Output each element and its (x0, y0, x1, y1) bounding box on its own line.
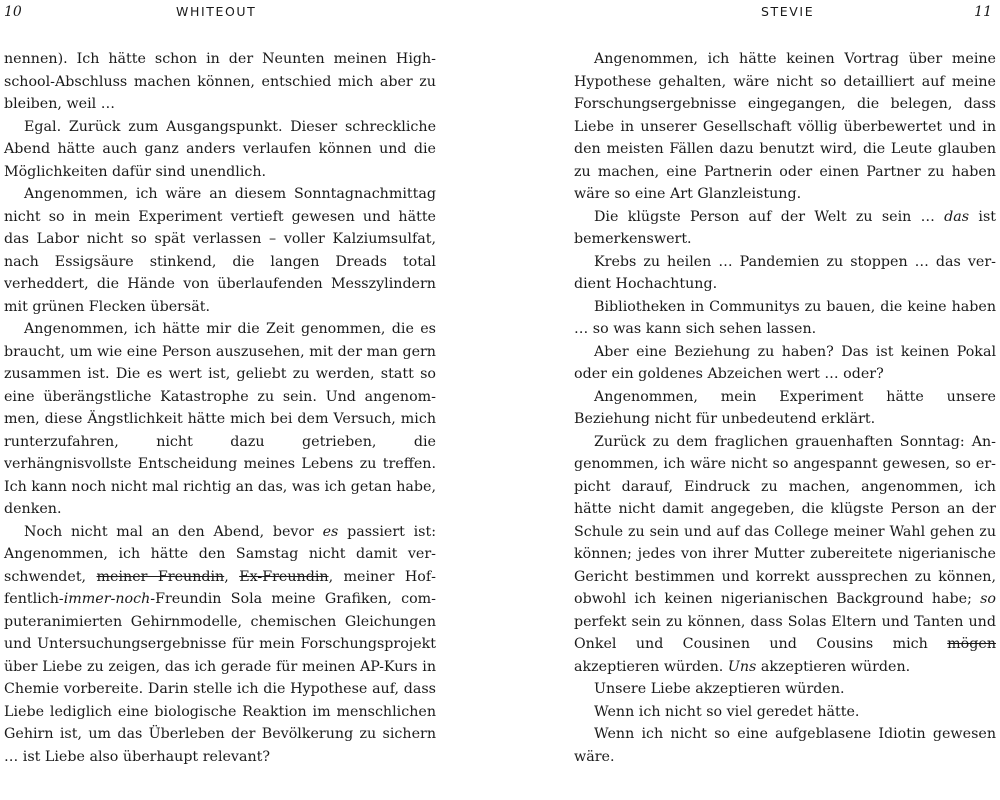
paragraph (574, 678, 996, 701)
struck-text: meiner Freundin (96, 568, 225, 585)
running-head-left: WHITEOUT (176, 4, 257, 19)
paragraph (574, 341, 996, 386)
left-header (0, 2, 436, 22)
text-run: ist bemerkenswert. (574, 208, 996, 247)
paragraph (574, 701, 996, 724)
text-run: Wenn ich nicht so eine aufgeblasene Idiotin gewesen wäre. (574, 726, 996, 765)
italic-text: das (944, 208, 970, 225)
text-run: akzeptieren würden. (574, 658, 728, 675)
italic-text: es (322, 523, 339, 540)
paragraph (574, 386, 996, 431)
text-run: Angenommen, ich hätte mir die Zeit genommen, die es braucht, um wie eine Person auszusehen, mit der man gern zusammen ist. Die es wert ist, geliebt zu werden, statt so eine überängstliche Katastrophe zu sein. Und angenommen, diese Ängstlichkeit hätte mich bei dem Versuch, mich runterzufahren, nicht dazu getrieben, die verhängnisvollste Entscheidung meines Lebens zu treffen. Ich kann noch nicht mal richtig an das, was ich getan habe, denken. (4, 321, 436, 517)
paragraph (574, 723, 996, 768)
right-header (568, 2, 996, 22)
text-run: , (224, 568, 240, 585)
paragraph (4, 521, 436, 769)
text-run: Krebs zu heilen … Pandemien zu stoppen … das verdient Hochachtung. (574, 253, 996, 292)
paragraph (574, 48, 996, 206)
text-run: Die klügste Person auf der Welt zu sein … (594, 208, 945, 225)
paragraph (574, 206, 996, 251)
right-page (568, 0, 996, 800)
left-body-text (4, 48, 436, 768)
text-run: Angenommen, ich wäre an diesem Sonntagnachmittag nicht so in mein Experiment vertieft gewesen und hätte das Labor nicht so spät verlassen – voller Kalziumsulfat, nach Essigsäure stinkend, die langen Dreads total verheddert, die Hände von überlaufenden Messzylindern mit grünen Flecken übersät. (4, 186, 436, 315)
paragraph (4, 48, 436, 116)
text-run: Angenommen, mein Experiment hätte unsere Beziehung nicht für unbedeutend erklärt. (574, 388, 996, 427)
italic-text: immer-noch- (63, 591, 156, 607)
paragraph (574, 251, 996, 296)
paragraph (4, 318, 436, 521)
text-run: Zurück zu dem fraglichen grauenhaften Sonntag: Angenommen, ich wäre nicht so angespannt gewesen, so erpicht darauf, Eindruck zu machen, angenommen, ich hätte nicht damit angegeben, die klügste Person an der Schule zu sein und auf das College meiner Wahl gehen zu können; jedes von ihrer Mutter zubereitete nigerianische Gericht bestimmen und korrekt aussprechen zu können, obwohl ich keinen nigerianischen Background habe; (574, 433, 996, 607)
right-body-text (574, 48, 996, 768)
text-run: Wenn ich nicht so viel geredet hätte. (594, 703, 860, 720)
text-run: , meiner Hoffentlich- (4, 568, 436, 607)
text-run: Angenommen, ich hätte keinen Vortrag über meine Hypothese gehalten, wäre nicht so detailliert auf meine Forschungsergebnisse eingegangen, die belegen, dass Liebe in unserer Gesellschaft völlig überbewertet und in den meisten Fällen dazu benutzt wird, die Leute glauben zu machen, eine Partnerin oder einen Partner zu haben wäre so eine Art Glanzleistung. (574, 51, 996, 202)
struck-text: Ex-Freundin (239, 568, 329, 585)
paragraph (4, 183, 436, 318)
text-run: Aber eine Beziehung zu haben? Das ist keinen Pokal oder ein goldenes Abzeichen wert … oder? (574, 343, 996, 382)
page-number-right: 11 (974, 4, 992, 20)
page-number-left: 10 (4, 4, 22, 20)
paragraph (574, 296, 996, 341)
italic-text: Uns (727, 658, 757, 675)
text-run: Freundin Sola meine Grafiken, computeranimierten Gehirnmodelle, chemischen Gleichungen und Untersuchungsergebnisse für mein Forschungsprojekt über Liebe zu zeigen, das ich gerade für meinen AP-Kurs in Chemie vorbereite. Darin stelle ich die Hypothese auf, dass Liebe lediglich eine biologische Reaktion im menschlichen Gehirn ist, um das Überleben der Bevölkerung zu sichern … ist Liebe also überhaupt relevant? (4, 591, 436, 765)
text-run: perfekt sein zu können, dass Solas Eltern und Tanten und Onkel und Cousinen und Cousins mich (574, 613, 996, 652)
text-run: Noch nicht mal an den Abend, bevor (24, 523, 323, 540)
text-run: akzeptieren würden. (756, 658, 911, 675)
struck-text: mögen (947, 636, 996, 652)
paragraph (574, 431, 996, 679)
left-page (0, 0, 436, 800)
italic-text: so (980, 591, 996, 607)
paragraph (4, 116, 436, 184)
text-run: nennen). Ich hätte schon in der Neunten meinen Highschool-Abschluss machen können, entschied mich aber zu bleiben, weil … (4, 51, 436, 112)
running-head-right: STEVIE (761, 4, 815, 19)
text-run: Bibliotheken in Communitys zu bauen, die keine haben … so was kann sich sehen lassen. (574, 298, 996, 337)
text-run: passiert ist: Angenommen, ich hätte den Samstag nicht damit verschwendet, (4, 523, 436, 585)
text-run: Egal. Zurück zum Ausgangspunkt. Dieser schreckliche Abend hätte auch ganz anders verlaufen können und die Möglichkeiten dafür sind unendlich. (4, 118, 436, 180)
text-run: Unsere Liebe akzeptieren würden. (594, 681, 845, 697)
